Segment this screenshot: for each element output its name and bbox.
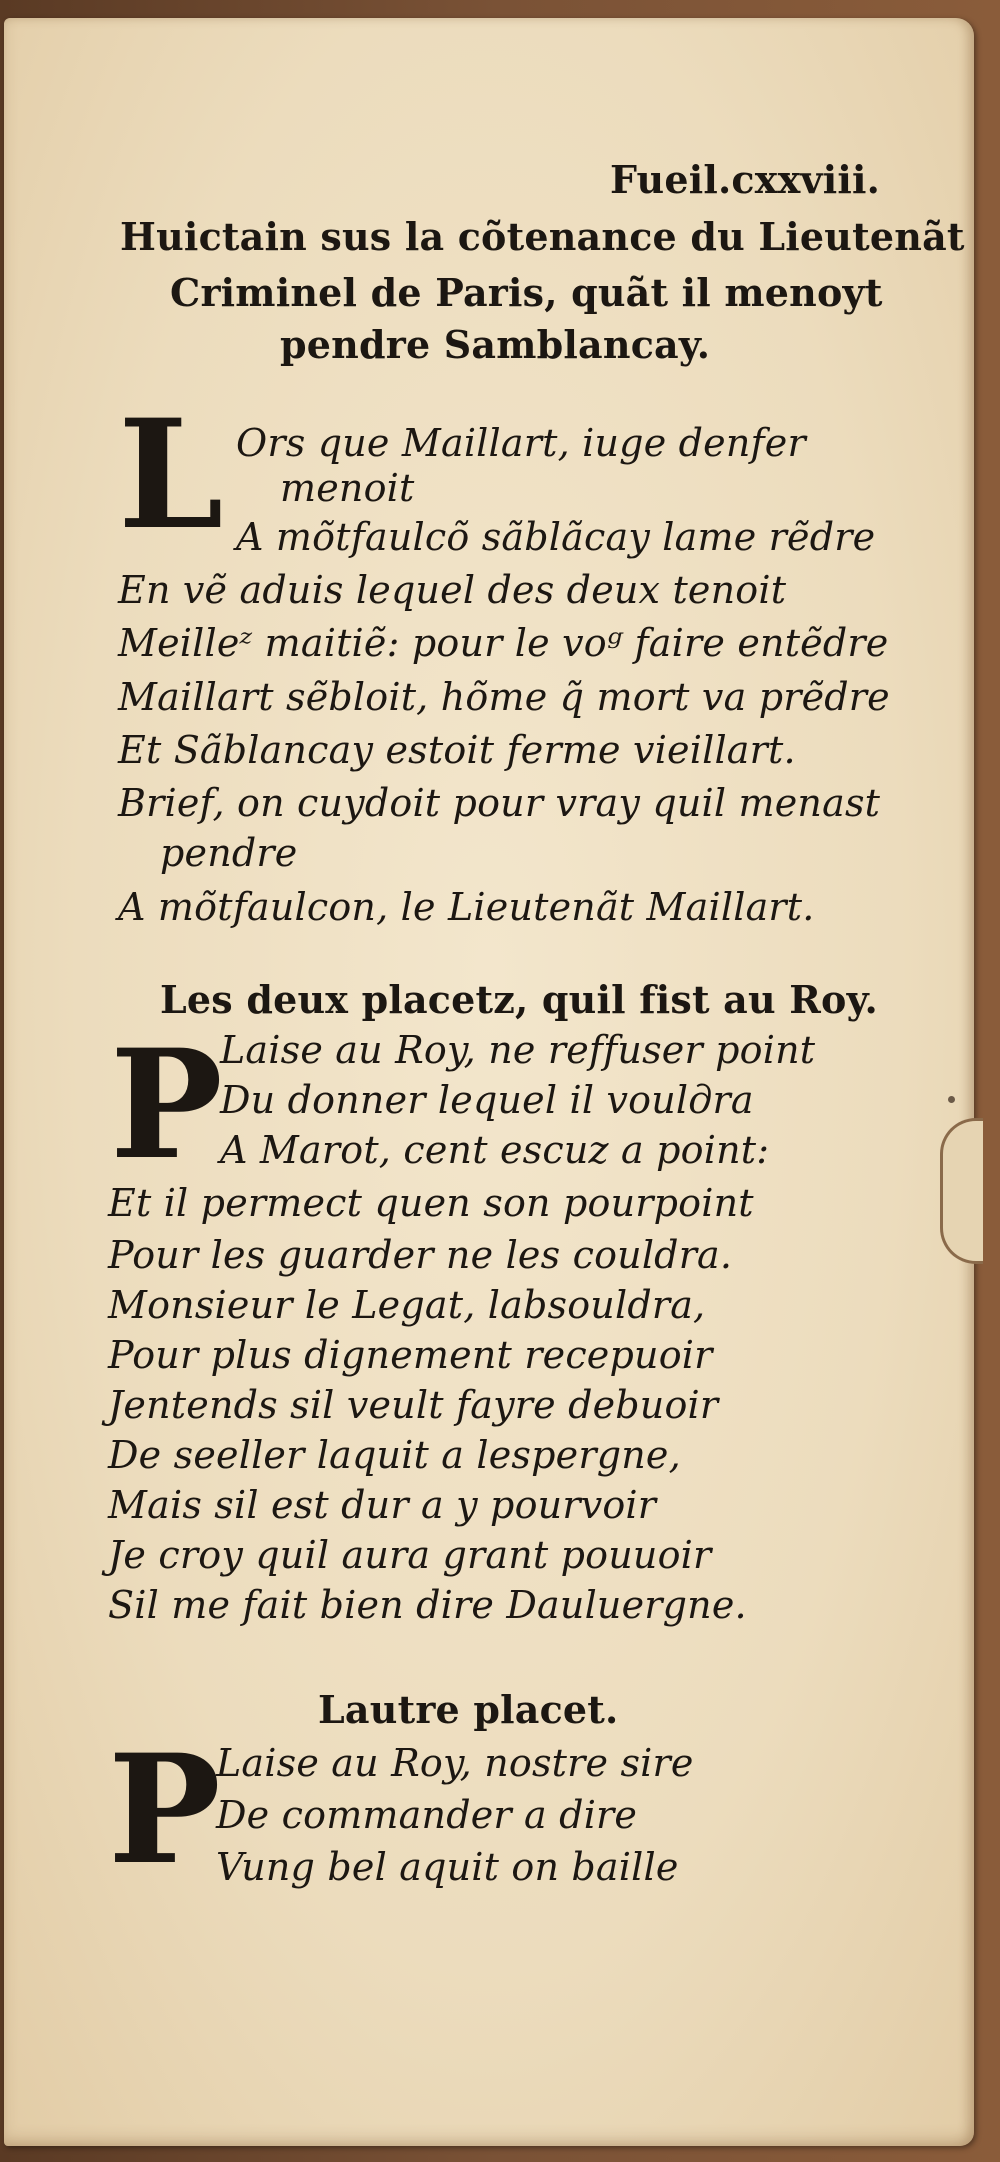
poem3-line1: Laise au Roy, nostre sire [216,1741,694,1785]
poem1-line2: menoit [280,466,415,510]
poem1-line3: A mõtfaulcõ sãblãcay lame rẽdre [236,515,876,559]
drop-cap-l: L [118,387,224,563]
drop-cap-p2: P [108,1722,221,1898]
poem2-line7: Pour plus dignement recepuoir [108,1333,713,1377]
poem2-line4: Et il permect quen son pourpoint [108,1181,754,1225]
poem2-line8: Jentends sil veult fayre debuoir [108,1383,719,1427]
poem2-line11: Je croy quil aura grant pouuoir [108,1533,712,1577]
page-mark [948,1096,955,1103]
poem1-line10: A mõtfaulcon, le Lieutenãt Maillart. [118,885,815,929]
clasp-notch [940,1118,983,1264]
poem1-line1: Ors que Maillart, iuge denfer [236,421,806,465]
poem1-line7: Et Sãblancay estoit ferme vieillart. [118,728,796,772]
poem3-line3: Vung bel aquit on baille [216,1845,679,1889]
poem1-line4: En vẽ aduis lequel des deux tenoit [118,568,787,612]
folio-number: Fueil.cxxviii. [610,157,881,202]
poem2-line12: Sil me fait bien dire Dauluergne. [108,1583,747,1627]
poem2-line3: A Marot, cent escuz a point: [220,1128,770,1172]
poem2-line2: Du donner lequel il voulдra [220,1078,754,1122]
section1-heading-line2: Criminel de Paris, quãt il menoyt [170,270,883,315]
poem2-line6: Monsieur le Legat, labsouldra, [108,1283,706,1327]
poem1-line8: Brief, on cuydoit pour vray quil menast [118,781,881,825]
section2-heading: Les deux placetz, quil fist au Roy. [160,977,878,1022]
poem2-line9: De seeller laquit a lespergne, [108,1433,681,1477]
poem2-line1: Laise au Roy, ne reffuser point [220,1028,816,1072]
poem1-line6: Maillart sẽbloit, hõme q̃ mort va prẽdre [118,675,890,719]
poem2-line10: Mais sil est dur a y pourvoir [108,1483,657,1527]
section3-heading: Lautre placet. [318,1687,619,1732]
poem1-line5: Meilleᶻ maitiẽ: pour le voᵍ faire entẽdre [118,621,889,665]
poem3-line2: De commander a dire [216,1793,638,1837]
drop-cap-p1: P [110,1017,223,1193]
poem2-line5: Pour les guarder ne les couldra. [108,1233,733,1277]
section1-heading-line3: pendre Samblancay. [280,322,711,367]
section1-heading-line1: Huictain sus la cõtenance du Lieutenãt [120,214,965,259]
poem1-line9: pendre [160,831,298,875]
